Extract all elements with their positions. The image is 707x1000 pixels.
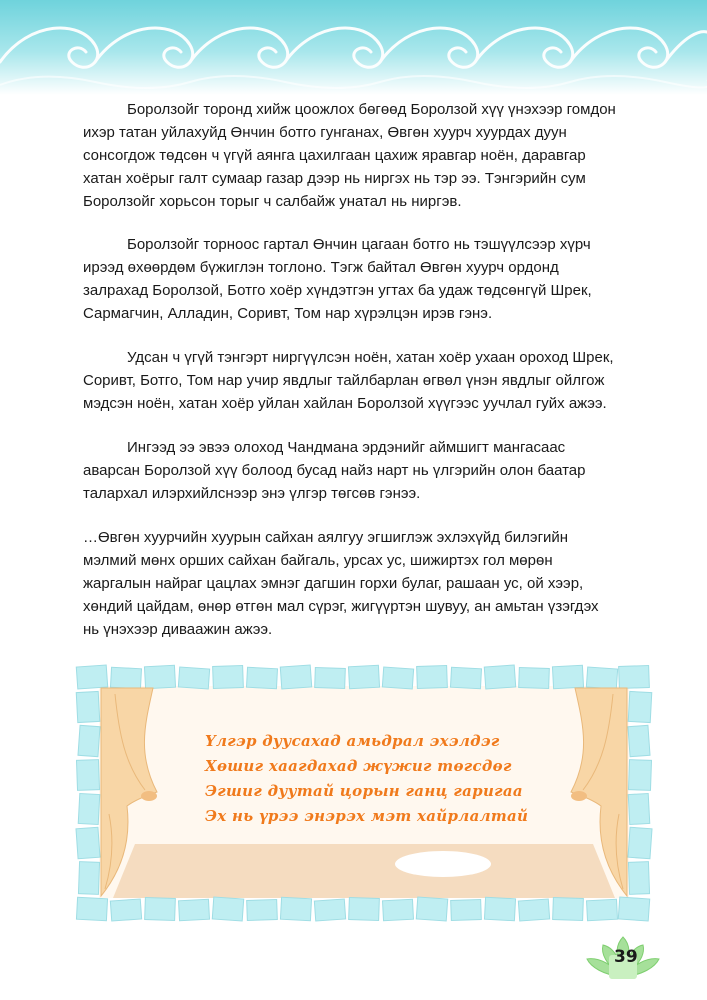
poem-line: Үлгэр дуусахад амьдрал эхэлдэг — [205, 732, 500, 750]
paragraph-1 — [83, 98, 641, 213]
wave-pattern-icon — [0, 0, 707, 95]
page-number-badge — [583, 935, 663, 985]
text-line: Боролзойг хорьсон торыг ч салбайж унатал нь ниргэв. — [83, 193, 462, 210]
paragraph-3 — [83, 346, 641, 415]
poem-line: Эгшиг дуутай цорын ганц гаригаа — [205, 782, 523, 800]
text-line: Сармагчин, Алладин, Соривт, Том нар хүрэлцэн ирэв гэнэ. — [83, 305, 493, 322]
text-line: ирээд өхөөрдөм бүжиглэн тоглоно. Тэгж байтал Өвгөн хуурч ордонд — [83, 259, 559, 276]
text-line: нь үнэхээр диваажин ажээ. — [83, 621, 273, 638]
paragraph-2 — [83, 233, 641, 325]
text-line: Соривт, Ботго, Том нар учир явдлыг тайлбарлан өгвөл үнэн явдлыг ойлгож — [83, 372, 605, 389]
text-line: талархал илэрхийлснээр энэ үлгэр төгсөв гэнээ. — [83, 485, 421, 502]
text-line: ихэр татан уйлахуйд Өнчин ботго гунганах, Өвгөн хуурч хуурдах дуун — [83, 124, 567, 141]
text-line: Ингээд ээ эвээ олоход Чандмана эрдэнийг аймшигт мангасаас — [127, 439, 566, 456]
text-line: аварсан Боролзой хүү болоод бусад найз нарт нь үлгэрийн олон баатар — [83, 462, 586, 479]
text-line: сонсогдож төдсөн ч үгүй аянга цахилгаан цахиж яравгар ноён, даравгар — [83, 147, 586, 164]
paragraph-5 — [83, 526, 641, 641]
poem-verse — [205, 729, 585, 829]
header-wave-band — [0, 0, 707, 95]
text-line: жаргалын найраг цацлах эмнэг дагшин горхи булаг, рашаан ус, ой хээр, — [83, 575, 584, 592]
text-line: хатан хоёрыг галт сумаар газар дээр нь ниргэх нь тэр ээ. Тэнгэрийн сум — [83, 170, 586, 187]
text-line: …Өвгөн хуурчийн хуурын сайхан аялгуу эгшиглэж эхлэхүйд билэгийн — [83, 529, 569, 546]
text-line: Боролзойг торонд хийж цоожлох бөгөөд Боролзой хүү үнэхээр гомдон — [127, 101, 616, 118]
text-line: Удсан ч үгүй тэнгэрт ниргүүлсэн ноён, хатан хоёр ухаан ороход Шрек, — [127, 349, 614, 366]
poem-line: Хөшиг хаагдахад жүжиг төгсдөг — [205, 757, 512, 775]
text-line: Боролзойг торноос гартал Өнчин цагаан ботго нь тэшүүлсээр хүрч — [127, 236, 591, 253]
paragraph-4 — [83, 436, 641, 505]
page-number: 39 — [614, 947, 638, 967]
text-line: мэлмий мөнх орших сайхан байгаль, урсах ус, шижиртэх гол мөрөн — [83, 552, 553, 569]
poem-line: Эх нь үрээ энэрэх мэт хайрлалтай — [205, 807, 529, 825]
text-line: хөндий цайдам, өнөр өтгөн мал сүрэг, жигүүртэн шувуу, ан амьтан үзэгдэх — [83, 598, 599, 615]
text-line: мэдсэн ноён, хатан хоёр уйлан хайлан Боролзой хүүгээс уучлал гуйх ажээ. — [83, 395, 607, 412]
text-line: залрахад Боролзой, Ботго хоёр хүндэтгэн угтах ба удаж төдсөнгүй Шрек, — [83, 282, 592, 299]
